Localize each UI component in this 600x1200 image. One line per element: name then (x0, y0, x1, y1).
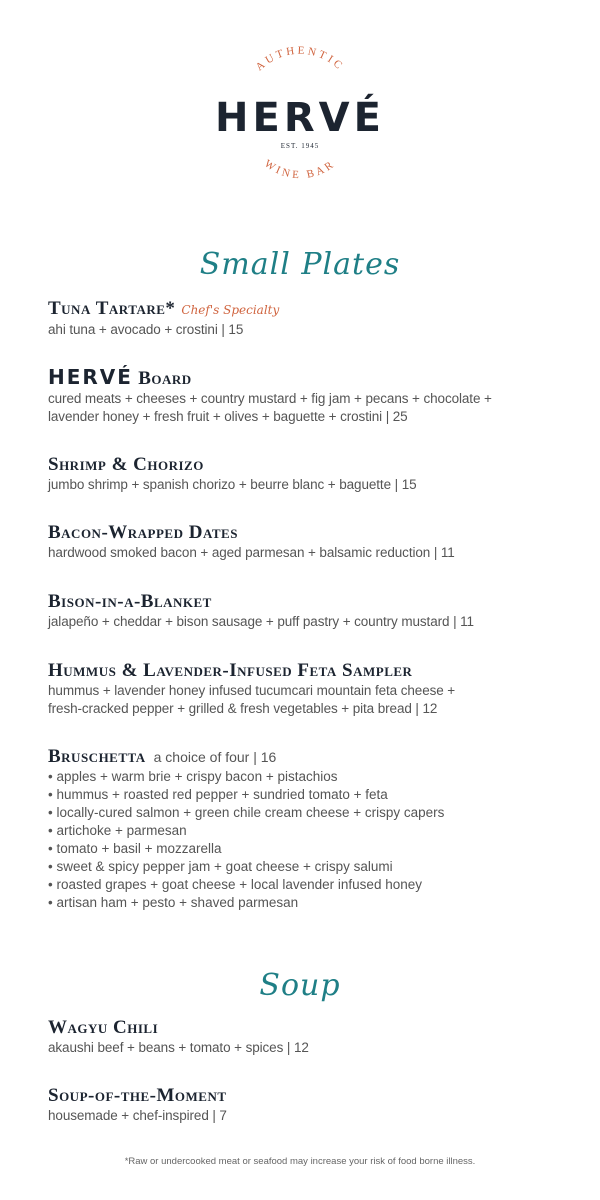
item-name: Bruschetta (48, 746, 146, 767)
item-name: Bison-in-a-Blanket (48, 591, 212, 612)
item-description-line-1: cured meats + cheeses + country mustard + fig jam + pecans + chocolate + (48, 391, 492, 406)
item-name: Shrimp & Chorizo (48, 454, 204, 475)
logo-wine-bar: WINE BAR (262, 157, 338, 182)
item-name: Hummus & Lavender-Infused Feta Sampler (48, 660, 413, 681)
menu-item-shrimp-chorizo (48, 454, 568, 494)
list-item: • artichoke + parmesan (48, 823, 187, 838)
item-name: Wagyu Chili (48, 1017, 159, 1038)
item-description-line-2: lavender honey + fresh fruit + olives + baguette + crostini | 25 (48, 409, 408, 424)
item-description: hardwood smoked bacon + aged parmesan + balsamic reduction | 11 (48, 545, 455, 560)
item-name: Soup-of-the-Moment (48, 1085, 227, 1106)
menu-item-tuna-tartare (48, 298, 568, 339)
item-name: Tuna Tartare* (48, 298, 176, 319)
logo-authentic: AUTHENTIC (253, 44, 347, 74)
list-item: • sweet & spicy pepper jam + goat cheese + crispy salumi (48, 859, 393, 874)
food-safety-footnote: *Raw or undercooked meat or seafood may increase your risk of food borne illness. (124, 1156, 476, 1167)
list-item: • hummus + roasted red pepper + sundried tomato + feta (48, 787, 388, 802)
item-description-line-1: hummus + lavender honey infused tucumcari mountain feta cheese + (48, 683, 456, 698)
item-name-row (48, 746, 568, 768)
bruschetta-options-list (48, 768, 568, 912)
section-title-soup: Soup (259, 968, 341, 1003)
menu-item-hummus-feta-sampler (48, 660, 568, 718)
herve-logo (0, 0, 600, 200)
section-title-small-plates: Small Plates (199, 247, 401, 282)
list-item: • roasted grapes + goat cheese + local lavender infused honey (48, 877, 422, 892)
list-item: • artisan ham + pesto + shaved parmesan (48, 895, 299, 910)
menu-item-bruschetta (48, 746, 568, 912)
item-description: jumbo shrimp + spanish chorizo + beurre blanc + baguette | 15 (48, 477, 417, 492)
item-name: Board (138, 368, 192, 389)
item-name: Bacon-Wrapped Dates (48, 522, 238, 543)
list-item: • apples + warm brie + crispy bacon + pistachios (48, 769, 338, 784)
menu-item-bacon-wrapped-dates (48, 522, 568, 562)
list-item: • locally-cured salmon + green chile cream cheese + crispy capers (48, 805, 445, 820)
list-item: • tomato + basil + mozzarella (48, 841, 222, 856)
menu-item-herve-board (48, 366, 568, 426)
item-name-row (48, 298, 568, 321)
item-description: ahi tuna + avocado + crostini | 15 (48, 322, 244, 337)
item-description: akaushi beef + beans + tomato + spices | 12 (48, 1040, 309, 1055)
item-name-row (48, 366, 568, 390)
menu-item-bison-in-a-blanket (48, 591, 568, 631)
logo-name: HERVÉ (215, 95, 385, 141)
menu-item-wagyu-chili (48, 1017, 568, 1057)
menu-item-soup-of-the-moment (48, 1085, 568, 1125)
chef-specialty-badge: Chef's Specialty (181, 303, 280, 317)
brand-wordmark: HERVÉ (48, 365, 133, 389)
bruschetta-choice-note: a choice of four | 16 (153, 749, 277, 765)
item-description-line-2: fresh-cracked pepper + grilled & fresh vegetables + pita bread | 12 (48, 701, 438, 716)
item-description: housemade + chef-inspired | 7 (48, 1108, 227, 1123)
logo-est: EST. 1945 (280, 142, 320, 150)
item-description: jalapeño + cheddar + bison sausage + puff pastry + country mustard | 11 (48, 614, 474, 629)
